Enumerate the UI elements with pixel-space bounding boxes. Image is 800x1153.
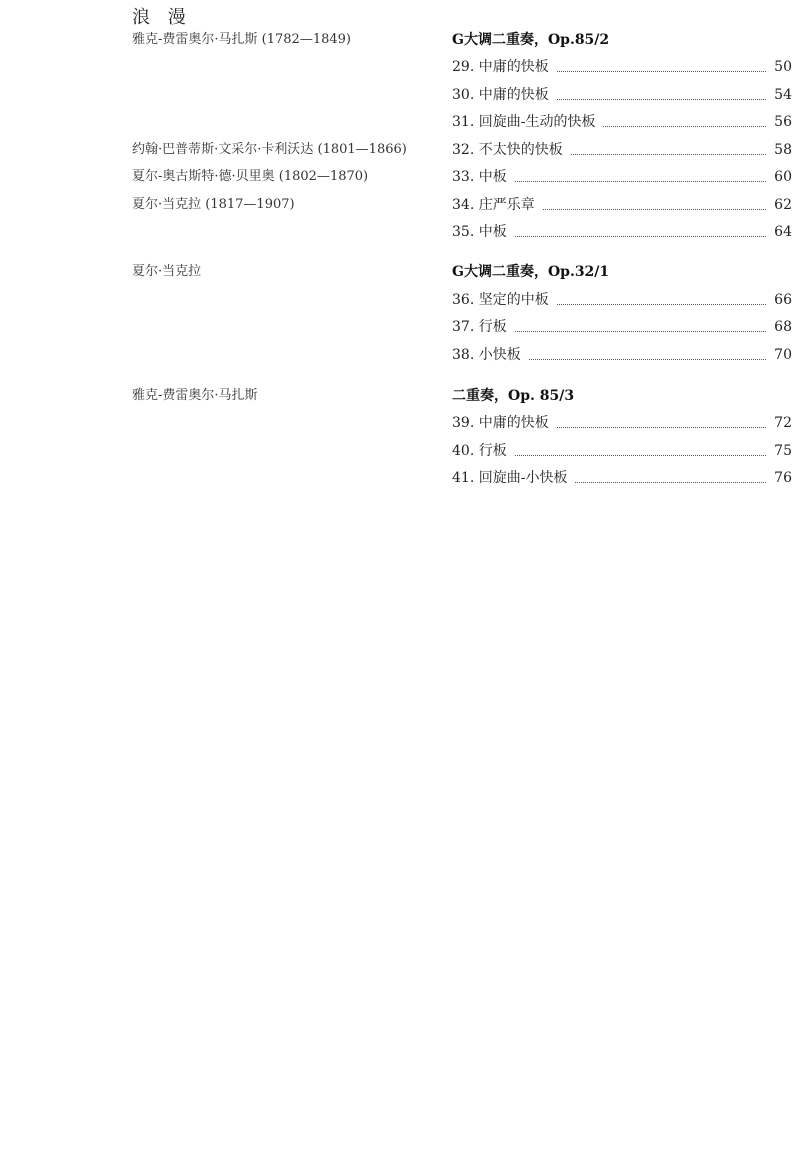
dot-leader [543,208,766,210]
entry-page: 76 [774,470,792,486]
toc-entry[interactable] [452,113,792,131]
toc-entry[interactable] [452,346,792,364]
entry-label: 30. 中庸的快板 [452,87,549,103]
entry-page: 72 [774,415,792,431]
entry-label: 34. 庄严乐章 [452,197,535,213]
section-title: 浪 漫 [132,7,192,28]
entry-label: 33. 中板 [452,169,507,185]
entry-label: 37. 行板 [452,319,507,335]
dot-leader [557,303,766,305]
entry-page: 60 [774,169,792,185]
work-title-op85-2: G大调二重奏，Op.85/2 [452,32,610,48]
toc-entry[interactable] [452,291,792,309]
entry-label: 29. 中庸的快板 [452,59,549,75]
dot-leader [571,153,766,155]
entry-page: 70 [774,347,792,363]
toc-entry[interactable] [452,86,792,104]
composer-kalliwoda: 约翰·巴普蒂斯·文采尔·卡利沃达 (1801—1866) [132,142,407,157]
entry-label: 41. 回旋曲-小快板 [452,470,568,486]
toc-entry[interactable] [452,168,792,186]
composer-beriot: 夏尔-奥古斯特·德·贝里奥 (1802—1870) [132,169,369,184]
dot-leader [557,98,766,100]
entry-page: 50 [774,59,792,75]
composer-dancla: 夏尔·当克拉 (1817—1907) [132,197,295,212]
entry-page: 68 [774,319,792,335]
entry-page: 56 [774,114,792,130]
toc-entry[interactable] [452,223,792,241]
dot-leader [603,125,766,127]
entry-label: 31. 回旋曲-生动的快板 [452,114,596,130]
dot-leader [515,454,766,456]
dot-leader [515,330,766,332]
toc-entry[interactable] [452,58,792,76]
entry-label: 40. 行板 [452,443,507,459]
entry-label: 38. 小快板 [452,347,521,363]
dot-leader [515,235,766,237]
entry-page: 62 [774,197,792,213]
entry-page: 66 [774,292,792,308]
dot-leader [515,180,766,182]
dot-leader [557,70,766,72]
dot-leader [529,358,766,360]
work-title-op85-3: 二重奏，Op. 85/3 [452,388,575,404]
entry-page: 64 [774,224,792,240]
toc-entry[interactable] [452,196,792,214]
entry-page: 75 [774,443,792,459]
composer-mazas: 雅克-费雷奥尔·马扎斯 (1782—1849) [132,32,351,47]
work-title-op32-1: G大调二重奏，Op.32/1 [452,264,610,280]
entry-label: 36. 坚定的中板 [452,292,549,308]
entry-label: 39. 中庸的快板 [452,415,549,431]
entry-label: 35. 中板 [452,224,507,240]
toc-entry[interactable] [452,318,792,336]
composer-mazas-2: 雅克-费雷奥尔·马扎斯 [132,388,258,403]
dot-leader [557,426,766,428]
toc-entry[interactable] [452,442,792,460]
toc-entry[interactable] [452,469,792,487]
entry-page: 58 [774,142,792,158]
toc-entry[interactable] [452,141,792,159]
toc-entry[interactable] [452,414,792,432]
dot-leader [575,481,766,483]
entry-page: 54 [774,87,792,103]
composer-dancla-2: 夏尔·当克拉 [132,264,202,279]
entry-label: 32. 不太快的快板 [452,142,563,158]
